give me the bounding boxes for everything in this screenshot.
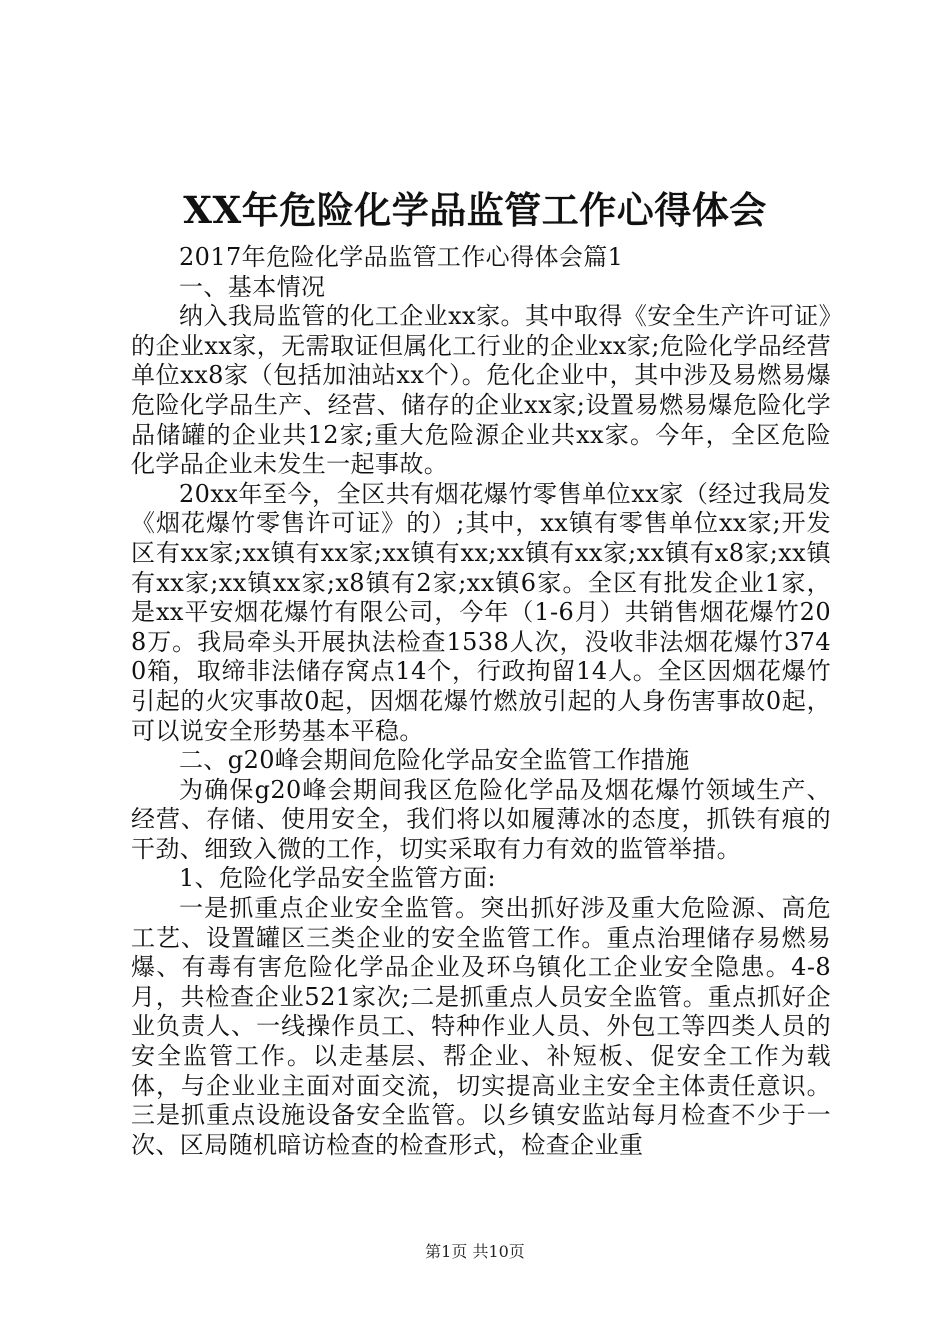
section-heading-basic: 一、基本情况	[179, 272, 326, 301]
subsection-heading: 1、危险化学品安全监管方面:	[179, 864, 496, 893]
body-paragraph: 20xx年至今，全区共有烟花爆竹零售单位xx家（经过我局发《烟花爆竹零售许可证》的）;其中，xx镇有零售单位xx家;开发区有xx家;xx镇有xx家;xx镇有xx;xx镇有xx家;xx镇有x8家;xx镇有xx家;xx镇xx家;x8镇有2家;xx镇6家。全区有批发企业1家，是xx平安烟花爆竹有限公司，今年（1-6月）共销售烟花爆竹208万。我局牵头开展执法检查1538人次，没收非法烟花爆竹3740箱，取缔非法储存窝点14个，行政拘留14人。全区因烟花爆竹引起的火灾事故0起，因烟花爆竹燃放引起的人身伤害事故0起，可以说安全形势基本平稳。	[131, 479, 831, 745]
body-paragraph: 为确保g20峰会期间我区危险化学品及烟花爆竹领域生产、经营、存储、使用安全，我们将以如履薄冰的态度，抓铁有痕的干劲、细致入微的工作，切实采取有力有效的监管举措。	[131, 775, 831, 863]
subtitle-paragraph: 2017年危险化学品监管工作心得体会篇1	[179, 243, 624, 271]
page-footer: 第1页 共10页	[425, 1242, 525, 1261]
section-heading-measures: 二、g20峰会期间危险化学品安全监管工作措施	[179, 746, 690, 775]
document-title: XX年危险化学品监管工作心得体会	[183, 188, 767, 232]
body-paragraph: 一是抓重点企业安全监管。突出抓好涉及重大危险源、高危工艺、设置罐区三类企业的安全监管工作。重点治理储存易燃易爆、有毒有害危险化学品企业及环乌镇化工企业安全隐患。4-8月，共检查企业521家次;二是抓重点人员安全监管。重点抓好企业负责人、一线操作员工、特种作业人员、外包工等四类人员的安全监管工作。以走基层、帮企业、补短板、促安全工作为载体，与企业业主面对面交流，切实提高业主安全主体责任意识。三是抓重点设施设备安全监管。以乡镇安监站每月检查不少于一次、区局随机暗访检查的检查形式，检查企业重	[131, 894, 831, 1159]
document-body	[131, 243, 831, 1160]
body-paragraph: 纳入我局监管的化工企业xx家。其中取得《安全生产许可证》的企业xx家，无需取证但属化工行业的企业xx家;危险化学品经营单位xx8家（包括加油站xx个）。危化企业中，其中涉及易燃易爆危险化学品生产、经营、储存的企业xx家;设置易燃易爆危险化学品储罐的企业共12家;重大危险源企业共xx家。今年，全区危险化学品企业未发生一起事故。	[131, 302, 831, 479]
